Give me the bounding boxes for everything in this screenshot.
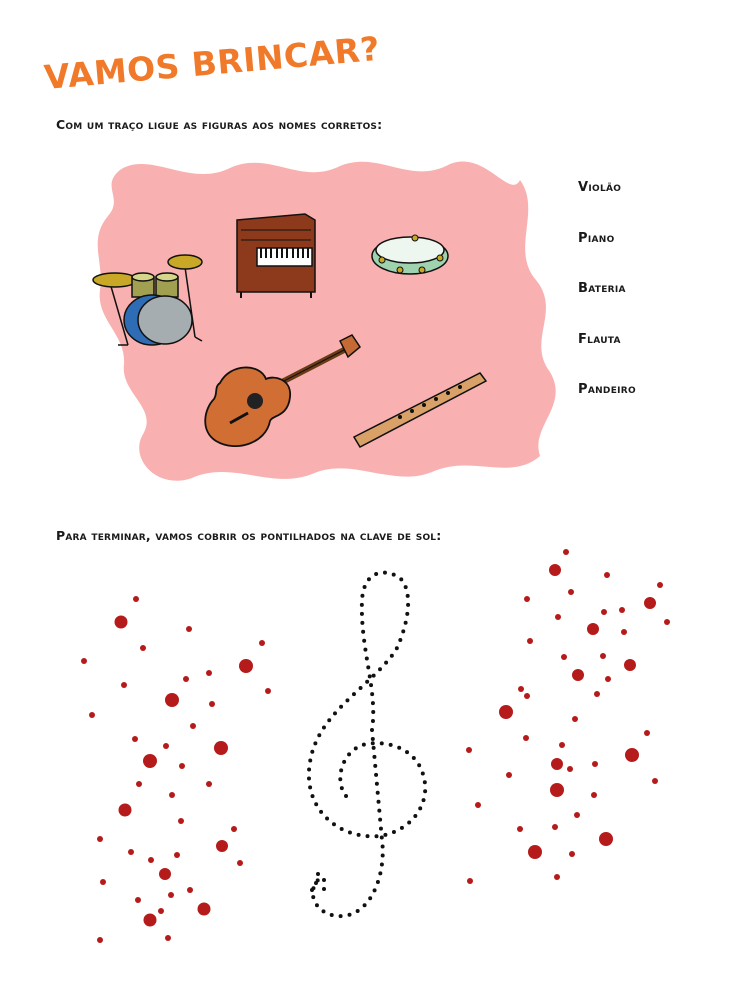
red-dots-right: [466, 549, 670, 884]
instrument-panel: [80, 150, 560, 485]
treble-clef-icon[interactable]: [309, 573, 425, 917]
instruction-trace: Para terminar, vamos cobrir os pontilhados na clave de sol:: [56, 528, 442, 543]
name-pandeiro[interactable]: Pandeiro: [578, 382, 636, 397]
clef-activity: [0, 540, 754, 960]
instruction-match: Com um traço ligue as figuras aos nomes corretos:: [56, 117, 383, 132]
page-title: VAMOS BRINCAR?: [42, 28, 382, 97]
name-violao[interactable]: Violão: [578, 180, 622, 195]
red-dots-left: [81, 596, 271, 943]
name-flauta[interactable]: Flauta: [578, 331, 621, 347]
instrument-names: [578, 180, 636, 433]
name-bateria[interactable]: Bateria: [578, 281, 626, 296]
piano-icon[interactable]: [237, 214, 315, 298]
name-piano[interactable]: Piano: [578, 230, 615, 246]
